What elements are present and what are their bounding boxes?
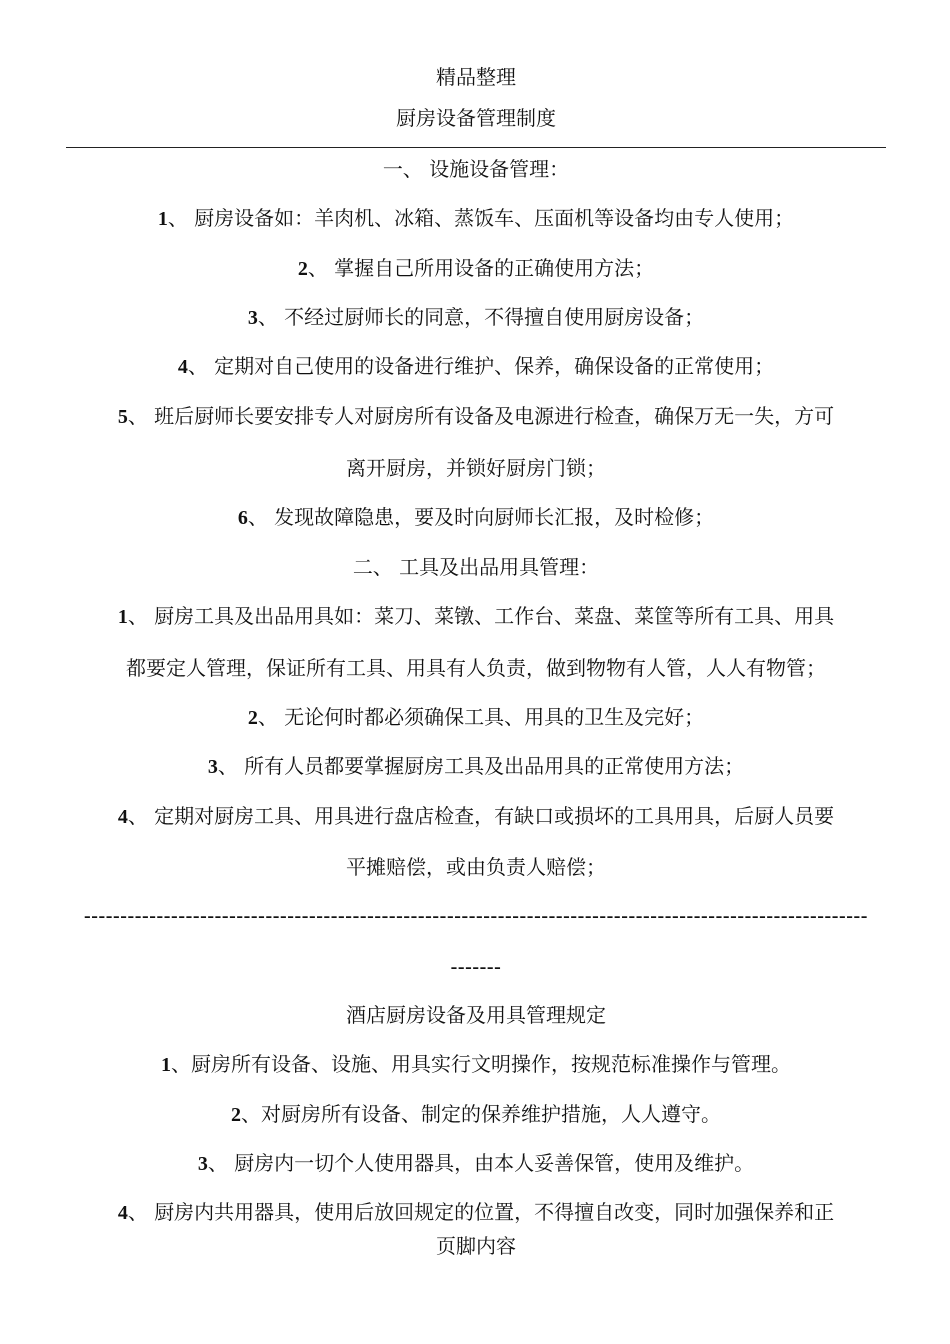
item-number: 3 bbox=[207, 756, 218, 778]
item-text: 厨房设备如：羊肉机、冰箱、蒸饭车、压面机等设备均由专人使用； bbox=[187, 206, 795, 230]
dash-divider-short: ------- bbox=[450, 957, 502, 977]
item-text: 厨房工具及出品用具如：菜刀、菜镦、工作台、菜盘、菜筐等所有工具、用具 bbox=[147, 604, 835, 628]
section-2-item-4-continued: 平摊赔偿，或由负责人赔偿； bbox=[346, 855, 606, 879]
item-text: 发现故障隐患，要及时向厨师长汇报，及时检修； bbox=[267, 505, 715, 529]
section-3-item-3: 3、 厨房内一切个人使用器具，由本人妥善保管，使用及维护。 bbox=[197, 1151, 755, 1175]
section-1-item-3: 3、 不经过厨师长的同意，不得擅自使用厨房设备； bbox=[247, 305, 705, 329]
item-number: 6 bbox=[237, 507, 248, 529]
section-3-item-2: 2、对厨房所有设备、制定的保养维护措施，人人遵守。 bbox=[231, 1102, 721, 1126]
section-2-item-2: 2、 无论何时都必须确保工具、用具的卫生及完好； bbox=[247, 705, 705, 729]
document-title: 厨房设备管理制度 bbox=[396, 106, 556, 130]
item-text: 厨房内一切个人使用器具，由本人妥善保管，使用及维护。 bbox=[227, 1151, 755, 1175]
section-2-item-1: 1、 厨房工具及出品用具如：菜刀、菜镦、工作台、菜盘、菜筐等所有工具、用具 bbox=[117, 604, 835, 628]
item-number: 3 bbox=[197, 1153, 208, 1175]
section-3-item-4: 4、 厨房内共用器具，使用后放回规定的位置，不得擅自改变，同时加强保养和正 bbox=[117, 1200, 835, 1224]
section-2-heading: 二、 工具及出品用具管理： bbox=[352, 555, 600, 579]
section-2-item-3: 3、 所有人员都要掌握厨房工具及出品用具的正常使用方法； bbox=[207, 754, 745, 778]
item-number: 2 bbox=[231, 1104, 241, 1126]
section-1-item-1: 1、 厨房设备如：羊肉机、冰箱、蒸饭车、压面机等设备均由专人使用； bbox=[157, 206, 795, 230]
section-1-item-2: 2、 掌握自己所用设备的正确使用方法； bbox=[297, 256, 655, 280]
item-text: 定期对厨房工具、用具进行盘店检查，有缺口或损坏的工具用具，后厨人员要 bbox=[147, 804, 835, 828]
section-1-item-5: 5、 班后厨师长要安排专人对厨房所有设备及电源进行检查，确保万无一失，方可 bbox=[117, 404, 835, 428]
item-number: 2 bbox=[297, 258, 308, 280]
section-2-item-1-continued: 都要定人管理，保证所有工具、用具有人负责，做到物物有人管，人人有物管； bbox=[126, 656, 826, 680]
item-number: 5 bbox=[117, 406, 128, 428]
item-text: 不经过厨师长的同意，不得擅自使用厨房设备； bbox=[277, 305, 705, 329]
dash-divider-long: ------------------------------------------------------------------------------------------------------------ bbox=[83, 906, 869, 926]
item-text: 对厨房所有设备、制定的保养维护措施，人人遵守。 bbox=[261, 1102, 721, 1126]
item-number: 1 bbox=[161, 1054, 171, 1076]
section-3-heading: 酒店厨房设备及用具管理规定 bbox=[346, 1003, 606, 1027]
item-number: 1 bbox=[157, 208, 168, 230]
section-1-item-4: 4、 定期对自己使用的设备进行维护、保养，确保设备的正常使用； bbox=[177, 354, 775, 378]
item-number: 4 bbox=[117, 1202, 128, 1224]
section-3-item-1: 1、厨房所有设备、设施、用具实行文明操作，按规范标准操作与管理。 bbox=[161, 1052, 791, 1076]
item-number: 3 bbox=[247, 307, 258, 329]
item-number: 4 bbox=[117, 806, 128, 828]
section-2-item-4: 4、 定期对厨房工具、用具进行盘店检查，有缺口或损坏的工具用具，后厨人员要 bbox=[117, 804, 835, 828]
item-number: 4 bbox=[177, 356, 188, 378]
section-1-item-6: 6、 发现故障隐患，要及时向厨师长汇报，及时检修； bbox=[237, 505, 715, 529]
item-text: 掌握自己所用设备的正确使用方法； bbox=[327, 256, 655, 280]
item-text: 无论何时都必须确保工具、用具的卫生及完好； bbox=[277, 705, 705, 729]
header-label: 精品整理 bbox=[436, 65, 516, 89]
item-text: 定期对自己使用的设备进行维护、保养，确保设备的正常使用； bbox=[207, 354, 775, 378]
item-text: 班后厨师长要安排专人对厨房所有设备及电源进行检查，确保万无一失，方可 bbox=[147, 404, 835, 428]
page-footer: 页脚内容 bbox=[436, 1234, 516, 1258]
item-number: 2 bbox=[247, 707, 258, 729]
item-number: 1 bbox=[117, 606, 128, 628]
section-1-heading: 一、 设施设备管理： bbox=[382, 157, 570, 181]
item-text: 厨房所有设备、设施、用具实行文明操作，按规范标准操作与管理。 bbox=[191, 1052, 791, 1076]
item-text: 厨房内共用器具，使用后放回规定的位置，不得擅自改变，同时加强保养和正 bbox=[147, 1200, 835, 1224]
header-rule bbox=[66, 147, 886, 148]
section-1-item-5-continued: 离开厨房，并锁好厨房门锁； bbox=[346, 456, 606, 480]
item-text: 所有人员都要掌握厨房工具及出品用具的正常使用方法； bbox=[237, 754, 745, 778]
